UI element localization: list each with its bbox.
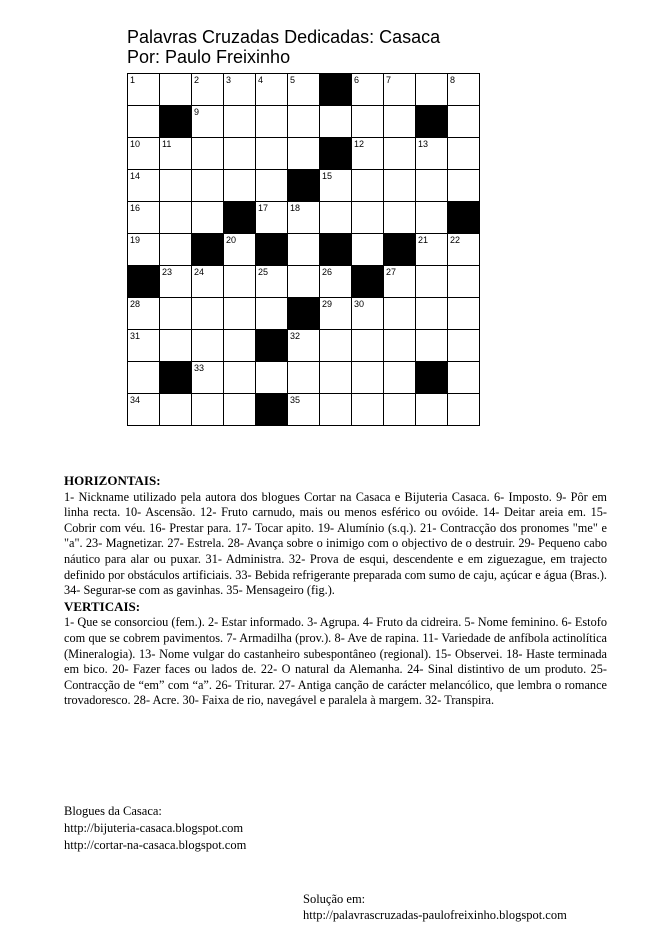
grid-cell[interactable] — [160, 138, 192, 170]
grid-cell[interactable] — [320, 330, 352, 362]
grid-row — [128, 394, 480, 426]
clue-number: 28 — [130, 299, 141, 309]
grid-cell[interactable] — [128, 394, 160, 426]
grid-cell[interactable] — [416, 138, 448, 170]
grid-row — [128, 330, 480, 362]
grid-cell[interactable] — [352, 394, 384, 426]
grid-cell[interactable] — [384, 362, 416, 394]
clue-number: 32 — [290, 331, 301, 341]
grid-cell[interactable] — [448, 106, 480, 138]
grid-row — [128, 106, 480, 138]
vertical-clues: 1- Que se consorciou (fem.). 2- Estar informado. 3- Agrupa. 4- Fruto da cidreira. 5- Nome feminino. 6- Estofo com que se cobrem pavimentos. 7- Armadilha (prov.). 8- Ave de rapina. 11- Variedade de anfíbola actinolítica (Mineralogia). 13- Nome vulgar do castanheiro subespontâneo (regional). 15- Observei. 18- Haste terminada em bico. 20- Fazer faces ou lados de. 22- O natural da Alemanha. 24- Sinal distintivo de um produto. 25- Contracção de “em” com “a”. 26- Triturar. 27- Antiga canção de carácter melancólico, que lembra o romance trovadoresco. 28- Acre. 30- Faixa de rio, navegável e paralela à margem. 32- Transpira. — [64, 615, 607, 708]
grid-cell[interactable] — [448, 394, 480, 426]
solution-link[interactable]: http://palavrascruzadas-paulofreixinho.blogspot.com — [303, 908, 567, 922]
grid-cell[interactable] — [224, 138, 256, 170]
grid-cell[interactable] — [384, 170, 416, 202]
grid-cell[interactable] — [192, 298, 224, 330]
clue-number: 6 — [354, 75, 360, 85]
grid-cell[interactable] — [448, 362, 480, 394]
grid-cell[interactable] — [256, 74, 288, 106]
black-cell — [384, 234, 416, 266]
grid-cell[interactable] — [448, 234, 480, 266]
grid-cell[interactable] — [128, 202, 160, 234]
black-cell — [416, 362, 448, 394]
grid-cell[interactable] — [448, 266, 480, 298]
grid-row — [128, 266, 480, 298]
grid-cell[interactable] — [352, 74, 384, 106]
horizontal-heading: HORIZONTAIS: — [64, 473, 161, 488]
grid-cell[interactable] — [448, 138, 480, 170]
clue-number: 10 — [130, 139, 141, 149]
grid-cell[interactable] — [160, 74, 192, 106]
grid-cell[interactable] — [384, 394, 416, 426]
grid-cell[interactable] — [416, 394, 448, 426]
vertical-heading: VERTICAIS: — [64, 598, 141, 614]
clue-number: 18 — [290, 203, 301, 213]
clue-number: 34 — [130, 395, 141, 405]
grid-cell[interactable] — [352, 170, 384, 202]
grid-cell[interactable] — [416, 330, 448, 362]
grid-cell[interactable] — [384, 138, 416, 170]
black-cell — [448, 202, 480, 234]
grid-cell[interactable] — [320, 202, 352, 234]
grid-cell[interactable] — [192, 138, 224, 170]
grid-row — [128, 170, 480, 202]
grid-cell[interactable] — [256, 170, 288, 202]
clue-number: 25 — [258, 267, 269, 277]
clues-section — [64, 473, 607, 709]
grid-cell[interactable] — [192, 330, 224, 362]
black-cell — [224, 202, 256, 234]
black-cell — [192, 234, 224, 266]
grid-cell[interactable] — [384, 298, 416, 330]
clue-number: 13 — [418, 139, 429, 149]
grid-cell[interactable] — [192, 266, 224, 298]
clue-number: 11 — [162, 139, 172, 149]
grid-cell[interactable] — [256, 266, 288, 298]
blog-link-cortar[interactable]: http://cortar-na-casaca.blogspot.com — [64, 838, 247, 852]
clue-number: 22 — [450, 235, 461, 245]
clue-number: 15 — [322, 171, 333, 181]
grid-cell[interactable] — [288, 394, 320, 426]
grid-cell[interactable] — [288, 106, 320, 138]
grid-cell[interactable] — [416, 170, 448, 202]
grid-cell[interactable] — [320, 266, 352, 298]
clue-number: 31 — [130, 331, 141, 341]
grid-cell[interactable] — [192, 202, 224, 234]
grid-cell[interactable] — [448, 330, 480, 362]
grid-cell[interactable] — [288, 138, 320, 170]
black-cell — [256, 394, 288, 426]
grid-cell[interactable] — [160, 202, 192, 234]
grid-cell[interactable] — [128, 138, 160, 170]
clue-number: 29 — [322, 299, 333, 309]
grid-cell[interactable] — [352, 330, 384, 362]
grid-cell[interactable] — [448, 74, 480, 106]
grid-cell[interactable] — [192, 394, 224, 426]
grid-cell[interactable] — [192, 170, 224, 202]
grid-cell[interactable] — [256, 106, 288, 138]
grid-row — [128, 138, 480, 170]
clue-number: 35 — [290, 395, 301, 405]
black-cell — [416, 106, 448, 138]
clue-number: 2 — [194, 75, 200, 85]
grid-cell[interactable] — [416, 74, 448, 106]
clue-number: 4 — [258, 75, 264, 85]
grid-cell[interactable] — [416, 202, 448, 234]
clue-number: 14 — [130, 171, 141, 181]
grid-cell[interactable] — [288, 330, 320, 362]
grid-row — [128, 202, 480, 234]
grid-row — [128, 298, 480, 330]
grid-cell[interactable] — [160, 330, 192, 362]
grid-cell[interactable] — [160, 266, 192, 298]
clue-number: 1 — [130, 75, 136, 85]
grid-cell[interactable] — [448, 170, 480, 202]
black-cell — [320, 234, 352, 266]
grid-cell[interactable] — [288, 266, 320, 298]
grid-cell[interactable] — [352, 202, 384, 234]
grid-cell[interactable] — [448, 298, 480, 330]
grid-cell[interactable] — [352, 106, 384, 138]
grid-cell[interactable] — [256, 202, 288, 234]
grid-cell[interactable] — [384, 330, 416, 362]
black-cell — [288, 298, 320, 330]
grid-cell[interactable] — [224, 394, 256, 426]
grid-cell[interactable] — [160, 298, 192, 330]
grid-cell[interactable] — [224, 362, 256, 394]
grid-row — [128, 362, 480, 394]
grid-cell[interactable] — [128, 170, 160, 202]
grid-cell[interactable] — [288, 74, 320, 106]
grid-cell[interactable] — [352, 298, 384, 330]
grid-cell[interactable] — [128, 362, 160, 394]
grid-cell[interactable] — [384, 266, 416, 298]
black-cell — [256, 234, 288, 266]
grid-cell[interactable] — [160, 394, 192, 426]
grid-cell[interactable] — [128, 234, 160, 266]
grid-cell[interactable] — [224, 170, 256, 202]
grid-cell[interactable] — [288, 362, 320, 394]
grid-row — [128, 74, 480, 106]
black-cell — [256, 330, 288, 362]
puzzle-author: Por: Paulo Freixinho — [127, 47, 291, 67]
grid-cell[interactable] — [224, 74, 256, 106]
black-cell — [160, 106, 192, 138]
grid-cell[interactable] — [192, 362, 224, 394]
grid-cell[interactable] — [416, 298, 448, 330]
clue-number: 30 — [354, 299, 365, 309]
grid-cell[interactable] — [224, 106, 256, 138]
black-cell — [160, 362, 192, 394]
grid-cell[interactable] — [384, 74, 416, 106]
clue-number: 33 — [194, 363, 205, 373]
blogs-label: Blogues da Casaca: — [64, 804, 162, 818]
blogs-section — [64, 803, 246, 854]
grid-cell[interactable] — [320, 106, 352, 138]
black-cell — [320, 74, 352, 106]
grid-cell[interactable] — [192, 106, 224, 138]
grid-cell[interactable] — [224, 234, 256, 266]
grid-cell[interactable] — [224, 330, 256, 362]
clue-number: 19 — [130, 235, 141, 245]
grid-cell[interactable] — [352, 138, 384, 170]
clue-number: 5 — [290, 75, 296, 85]
grid-cell[interactable] — [256, 138, 288, 170]
black-cell — [288, 170, 320, 202]
grid-cell[interactable] — [128, 106, 160, 138]
grid-cell[interactable] — [160, 234, 192, 266]
grid-cell[interactable] — [256, 298, 288, 330]
black-cell — [128, 266, 160, 298]
grid-cell[interactable] — [352, 362, 384, 394]
solution-label: Solução em: — [303, 892, 366, 906]
clue-number: 9 — [194, 107, 200, 117]
crossword-grid — [127, 73, 480, 426]
grid-row — [128, 234, 480, 266]
clue-number: 27 — [386, 267, 397, 277]
black-cell — [320, 138, 352, 170]
grid-cell[interactable] — [320, 362, 352, 394]
grid-cell[interactable] — [384, 106, 416, 138]
clue-number: 8 — [450, 75, 456, 85]
clue-number: 20 — [226, 235, 237, 245]
grid-cell[interactable] — [192, 74, 224, 106]
grid-cell[interactable] — [416, 234, 448, 266]
grid-cell[interactable] — [320, 298, 352, 330]
grid-cell[interactable] — [288, 234, 320, 266]
grid-cell[interactable] — [320, 170, 352, 202]
grid-cell[interactable] — [160, 170, 192, 202]
grid-cell[interactable] — [288, 202, 320, 234]
grid-cell[interactable] — [224, 298, 256, 330]
grid-cell[interactable] — [384, 202, 416, 234]
grid-cell[interactable] — [128, 298, 160, 330]
clue-number: 12 — [354, 139, 365, 149]
blog-link-bijuteria[interactable]: http://bijuteria-casaca.blogspot.com — [64, 821, 244, 835]
clue-number: 17 — [258, 203, 269, 213]
clue-number: 16 — [130, 203, 141, 213]
clue-number: 7 — [386, 75, 392, 85]
black-cell — [352, 266, 384, 298]
grid-cell[interactable] — [352, 234, 384, 266]
grid-cell[interactable] — [224, 266, 256, 298]
grid-cell[interactable] — [256, 362, 288, 394]
horizontal-clues: 1- Nickname utilizado pela autora dos blogues Cortar na Casaca e Bijuteria Casaca. 6- Imposto. 9- Pôr em linha recta. 10- Ascensão. 12- Fruto carnudo, mais ou menos esférico ou ovóide. 14- Deitar areia em. 15- Cobrir com véu. 16- Prestar para. 17- Tocar apito. 19- Alumínio (s.q.). 21- Contracção dos pronomes "me" e "a". 23- Magnetizar. 27- Estrela. 28- Avança sobre o inimigo com o objectivo de o destruir. 29- Pequeno cabo náutico para alar ou puxar. 31- Administra. 32- Prova de esqui, descendente e em ziguezague, em trajecto definido por obstáculos artificiais. 33- Bebida refrigerante preparada com sumo de caju, açúcar e água (Bras.). 34- Segurar-se com as gavinhas. 35- Mensageiro (fig.). — [64, 489, 607, 598]
clue-number: 3 — [226, 75, 232, 85]
grid-cell[interactable] — [128, 330, 160, 362]
puzzle-title: Palavras Cruzadas Dedicadas: Casaca — [127, 27, 441, 47]
grid-cell[interactable] — [320, 394, 352, 426]
clue-number: 21 — [418, 235, 429, 245]
clue-number: 23 — [162, 267, 173, 277]
grid-cell[interactable] — [416, 266, 448, 298]
clue-number: 24 — [194, 267, 205, 277]
clue-number: 26 — [322, 267, 333, 277]
grid-cell[interactable] — [128, 74, 160, 106]
solution-section — [303, 891, 567, 923]
